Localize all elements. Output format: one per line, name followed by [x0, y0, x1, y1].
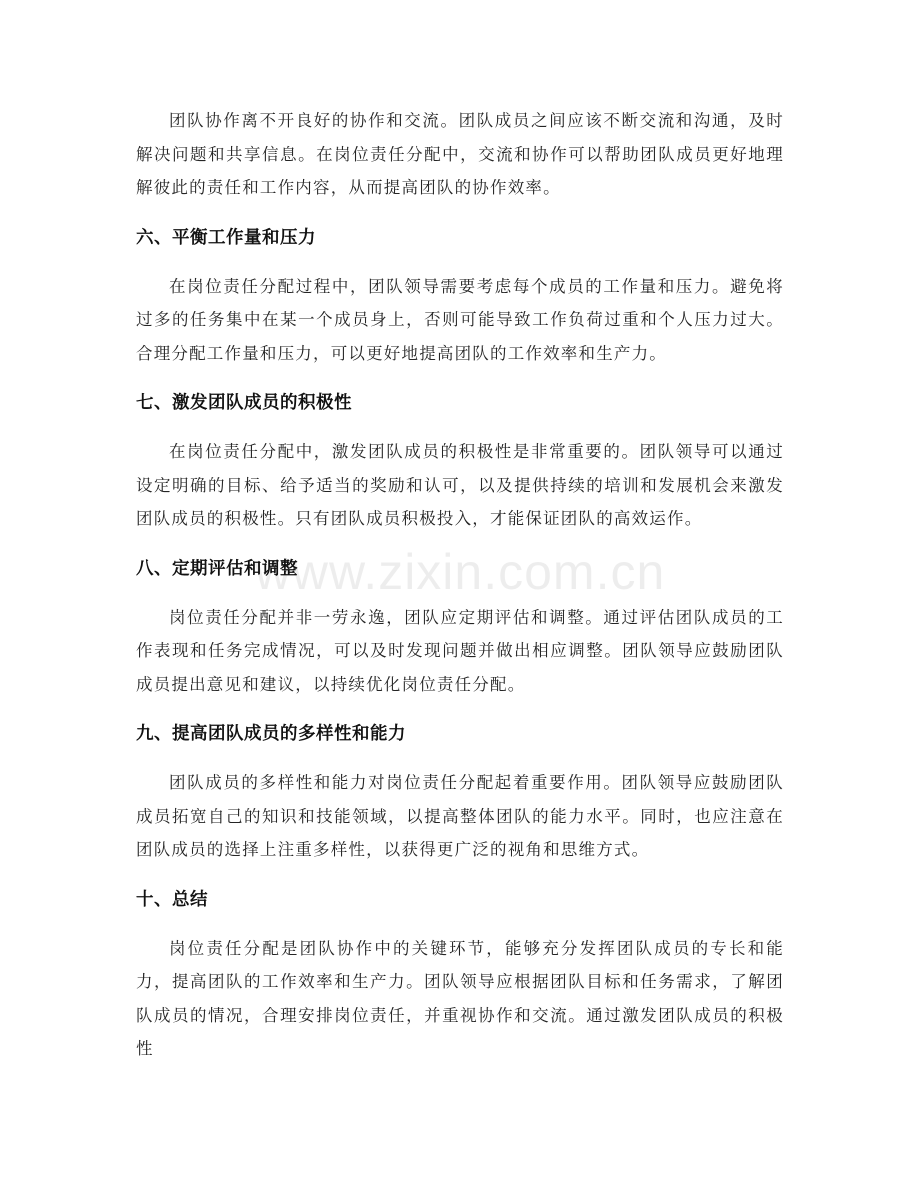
- paragraph-periodic-review: 岗位责任分配并非一劳永逸，团队应定期评估和调整。通过评估团队成员的工作表现和任务完成情况，可以及时发现问题并做出相应调整。团队领导应鼓励团队成员提出意见和建议，以持续优化岗位责任分配。: [136, 607, 784, 694]
- paragraph-balance-workload: 在岗位责任分配过程中，团队领导需要考虑每个成员的工作量和压力。避免将过多的任务集中在某一个成员身上，否则可能导致工作负荷过重和个人压力过大。合理分配工作量和压力，可以更好地提高团队的工作效率和生产力。: [136, 276, 784, 363]
- heading-balance-workload: 六、平衡工作量和压力: [136, 227, 316, 248]
- heading-diversity-ability: 九、提高团队成员的多样性和能力: [136, 724, 406, 744]
- heading-periodic-review: 八、定期评估和调整: [136, 558, 298, 579]
- watermark-text: www.zixin.com.cn: [254, 544, 666, 600]
- document-body: [136, 104, 784, 1066]
- paragraph-motivate-members: 在岗位责任分配中，激发团队成员的积极性是非常重要的。团队领导可以通过设定明确的目标、给予适当的奖励和认可，以及提供持续的培训和发展机会来激发团队成员的积极性。只有团队成员积极投入，才能保证团队的高效运作。: [136, 442, 784, 528]
- heading-motivate-members: 七、激发团队成员的积极性: [136, 393, 352, 413]
- paragraph-diversity-ability: 团队成员的多样性和能力对岗位责任分配起着重要作用。团队领导应鼓励团队成员拓宽自己的知识和技能领域，以提高整体团队的能力水平。同时，也应注意在团队成员的选择上注重多样性，以获得更广泛的视角和思维方式。: [136, 773, 784, 859]
- paragraph-collaboration: 团队协作离不开良好的协作和交流。团队成员之间应该不断交流和沟通，及时解决问题和共享信息。在岗位责任分配中，交流和协作可以帮助团队成员更好地理解彼此的责任和工作内容，从而提高团队的协作效率。: [136, 111, 784, 197]
- paragraph-summary: 岗位责任分配是团队协作中的关键环节，能够充分发挥团队成员的专长和能力，提高团队的工作效率和生产力。团队领导应根据团队目标和任务需求，了解团队成员的情况，合理安排岗位责任，并重视协作和交流。通过激发团队成员的积极性: [136, 938, 784, 1058]
- heading-summary: 十、总结: [136, 889, 208, 910]
